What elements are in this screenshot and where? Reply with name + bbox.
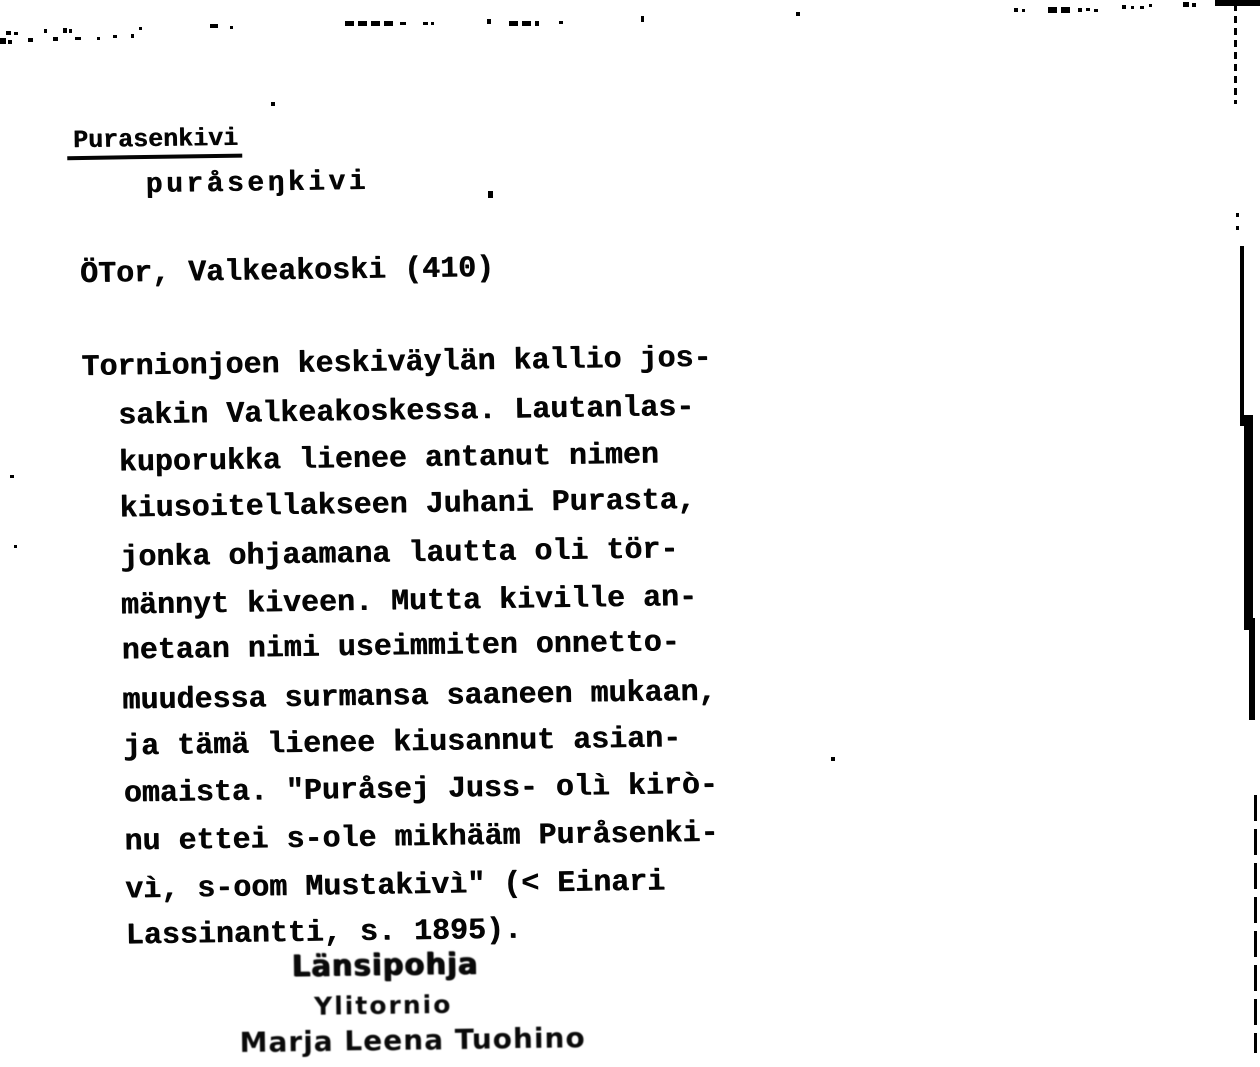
description-line: ja tämä lienee kiusannut asian-	[122, 722, 682, 765]
scan-noise-mark	[97, 37, 100, 40]
scan-noise-mark	[63, 28, 67, 33]
stamp-collector-name: Marja Leena Tuohino	[239, 1021, 586, 1059]
page-edge-segment	[1234, 4, 1237, 104]
scan-noise-mark	[1183, 2, 1189, 7]
scan-noise-mark	[1014, 8, 1018, 12]
description-line: Lassinantti, s. 1895).	[125, 913, 523, 954]
scan-noise-mark	[641, 16, 644, 22]
description-line: jonka ohjaamana lautta oli tör-	[119, 532, 679, 576]
page-edge-segment	[1249, 618, 1255, 720]
scan-noise-mark	[345, 21, 397, 26]
scan-noise-mark	[0, 38, 6, 44]
scan-noise-mark	[75, 37, 81, 40]
description-line: vì, s-oom Mustakivì" (< Einari	[124, 865, 666, 908]
scan-noise-mark	[139, 27, 142, 30]
stamp-municipality: Ylitornio	[313, 989, 453, 1021]
scan-noise-mark	[113, 35, 117, 38]
page-edge-segment	[1240, 246, 1244, 426]
scan-noise-mark	[796, 12, 800, 16]
scan-noise-mark	[1022, 9, 1025, 12]
phonetic-form: puråseŋkivi	[145, 166, 370, 202]
scan-noise-mark	[1140, 6, 1144, 9]
scan-noise-mark	[1094, 9, 1098, 12]
stamp-region-name: Länsipohja	[291, 946, 479, 984]
scan-noise-mark	[487, 19, 491, 24]
description-line: muudessa surmansa saaneen mukaan,	[122, 675, 717, 719]
scan-noise-mark	[230, 26, 233, 29]
description-line: omaista. "Puråsej Juss- olì kirò-	[123, 768, 719, 811]
description-line: sakin Valkeakoskessa. Lautanlas-	[117, 391, 695, 434]
scan-noise-mark	[431, 22, 434, 25]
description-line: kuporukka lienee antanut nimen	[118, 438, 660, 481]
description-line: netaan nimi useimmiten onnetto-	[121, 626, 680, 669]
scan-noise-mark	[1215, 0, 1260, 6]
scan-noise-mark	[1192, 3, 1196, 7]
scan-noise-mark	[6, 31, 11, 35]
scan-noise-mark	[423, 22, 428, 25]
scan-noise-mark	[509, 21, 539, 26]
page-edge-segment	[1254, 795, 1257, 1053]
page-edge-segment	[1244, 415, 1253, 630]
scan-noise-mark	[1048, 7, 1072, 13]
page-edge-segment	[1236, 226, 1239, 230]
scan-noise-mark	[488, 191, 493, 198]
scan-noise-mark	[271, 102, 275, 106]
scan-noise-mark	[210, 24, 218, 28]
description-line: männyt kiveen. Mutta kiville an-	[120, 580, 698, 624]
scan-noise-mark	[400, 22, 406, 25]
scan-noise-mark	[559, 21, 563, 24]
scan-noise-mark	[1086, 8, 1090, 11]
description-line: Tornionjoen keskiväylän kallio jos-	[81, 341, 712, 386]
headword-title: Purasenkivi	[67, 124, 243, 161]
location-line: ÖTor, Valkeakoski (410)	[79, 251, 495, 293]
scan-noise-mark	[69, 29, 72, 33]
scan-noise-mark	[44, 29, 47, 33]
scan-noise-mark	[14, 545, 17, 548]
description-line: nu ettei s-ole mikhääm Puråsenki-	[124, 816, 719, 860]
scan-noise-mark	[53, 37, 58, 41]
description-line: kiusoitellakseen Juhani Purasta,	[119, 484, 696, 527]
scan-noise-mark	[831, 757, 835, 761]
scan-noise-mark	[28, 38, 33, 42]
page-edge-segment	[1236, 213, 1239, 217]
scan-noise-mark	[14, 32, 18, 35]
scan-noise-mark	[1122, 5, 1126, 9]
scan-noise-mark	[1131, 6, 1134, 9]
scan-noise-mark	[131, 34, 134, 38]
scan-noise-mark	[1149, 4, 1152, 7]
scan-noise-mark	[1078, 8, 1082, 12]
scan-noise-mark	[8, 40, 12, 44]
scan-noise-mark	[10, 475, 14, 478]
